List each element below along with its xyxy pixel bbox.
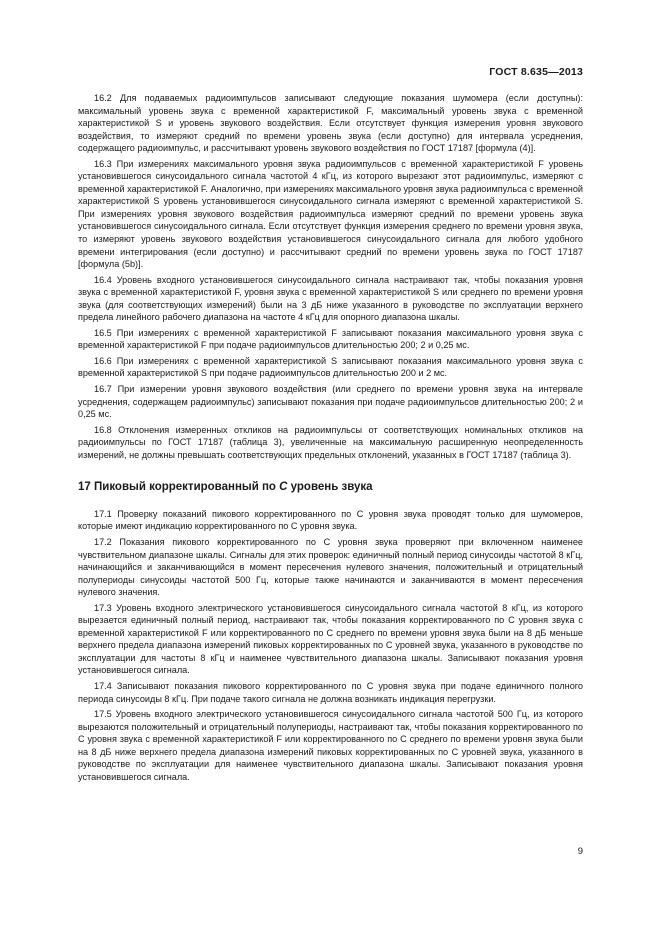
- paragraph-17-3: 17.3 Уровень входного электрического установившегося синусоидального сигнала частотой 8 кГц, из которого вырезается единичный полный период, настраивают так, чтобы показания корректированного по C уровня звука с временной характеристикой F или корректированного по C среднего по времени уровня звука были на 8 дБ меньше верхнего предела диапазона измерений пиковых корректированных по C уровней звука, указанного в руководстве по эксплуатации для частоты 8 кГц и наименее чувствительного диапазона шкалы. Записывают показания уровня установившегося сигнала.: [78, 602, 583, 676]
- paragraph-16-8: 16.8 Отклонения измеренных откликов на радиоимпульсы от соответствующих номинальных откликов на радиоимпульсы по ГОСТ 17187 (таблица 3), увеличенные на максимальную расширенную неопределенность измерений, не должны превышать соответствующих предельных отклонений, указанных в ГОСТ 17187 (таблица 3).: [78, 424, 583, 460]
- section-title-italic: C: [279, 481, 288, 494]
- section-17-title: [78, 481, 583, 494]
- paragraph-17-2: 17.2 Показания пикового корректированного по C уровня звука проверяют при включенном наименее чувствительном диапазоне шкалы. Сигналы для этих проверок: единичный полный период синусоиды частотой 8 кГц, начинающийся и заканчивающийся в момент пересечения нулевого значения, положительный и отрицательный полупериоды синусоиды частотой 500 Гц, которые также начинаются и заканчиваются в момент пересечения нулевого значения.: [78, 536, 583, 598]
- paragraph-16-7: 16.7 При измерении уровня звукового воздействия (или среднего по времени уровня звука на интервале усреднения, содержащем радиоимпульс) записывают показания при подаче радиоимпульсов длительностью 200; 2 и 0,25 мс.: [78, 384, 583, 420]
- paragraph-16-3: 16.3 При измерениях максимального уровня звука радиоимпульсов с временной характеристикой F уровень установившегося синусоидального сигнала частотой 4 кГц, из которого вырезают этот радиоимпульс, измеряют с временной характеристикой F. Аналогично, при измерениях максимального уровня звука радиоимпульса с временной характеристикой S уровень установившегося синусоидального сигнала измеряют с временной характеристикой S. При измерениях уровня звукового воздействия радиоимпульса измеряют средний по времени уровень звука установившегося синусоидального сигнала. Если отсутствует функция измерения среднего по времени уровня звука, то измеряют уровень звукового воздействия установившегося синусоидального сигнала для любого удобного времени интегрирования (если доступно) и рассчитывают средний по времени уровень звука по ГОСТ 17187 [формула (5b)].: [78, 158, 583, 270]
- paragraph-17-4: 17.4 Записывают показания пикового корректированного по C уровня звука при подаче единичного полного периода синусоиды 8 кГц. При подаче такого сигнала не должна возникать индикация перегрузки.: [78, 680, 583, 704]
- section-title-end: уровень звука: [287, 481, 373, 494]
- paragraph-17-1: 17.1 Проверку показаний пикового корректированного по C уровня звука проводят только для шумомеров, которые имеют индикацию корректированного по C уровня звука.: [78, 508, 583, 532]
- paragraph-16-2: 16.2 Для подаваемых радиоимпульсов записывают следующие показания шумомера (если доступны): максимальный уровень звука с временной характеристикой F, максимальный уровень звука с временной характеристикой S и уровень звукового воздействия. Если отсутствует функция измерения уровня звукового воздействия, то измеряют средний по времени уровень звука (если доступно) для интервала усреднения, содержащего радиоимпульс, и рассчитывают уровень звукового воздействия по ГОСТ 17187 [формула (4)].: [78, 93, 583, 154]
- standard-code-header: ГОСТ 8.635—2013: [489, 66, 583, 78]
- paragraph-16-5: 16.5 При измерениях с временной характеристикой F записывают показания максимального уровня звука с временной характеристикой F при подаче радиоимпульсов длительностью 200; 2 и 0,25 мс.: [78, 327, 583, 351]
- document-body: [78, 92, 583, 786]
- paragraph-16-4: 16.4 Уровень входного установившегося синусоидального сигнала настраивают так, чтобы показания уровня звука с временной характеристикой F, уровня звука с временной характеристикой S или среднего по времени уровня звука (для соответствующих измерений) были на 3 дБ ниже указанного в руководстве по эксплуатации верхнего предела линейного рабочего диапазона на частоте 4 кГц для опорного диапазона шкалы.: [78, 274, 583, 323]
- section-title-start: 17 Пиковый корректированный по: [78, 481, 280, 494]
- page-number: 9: [577, 846, 583, 857]
- paragraph-17-5: 17.5 Уровень входного электрического установившегося синусоидального сигнала частотой 500 Гц, из которого вырезаются положительный и отрицательный полупериоды, настраивают так, чтобы показания корректированного по C уровня звука с временной характеристикой F или корректированного по C среднего по времени уровня звука были на 8 дБ ниже верхнего предела диапазона измерений пиковых корректированных по C уровней звука, указанного в руководстве по эксплуатации для наименее чувствительного диапазона шкалы. Записывают показания уровня установившегося сигнала.: [78, 709, 583, 782]
- paragraph-16-6: 16.6 При измерениях с временной характеристикой S записывают показания максимального уровня звука с временной характеристикой S при подаче радиоимпульсов длительностью 200 и 2 мс.: [78, 355, 583, 379]
